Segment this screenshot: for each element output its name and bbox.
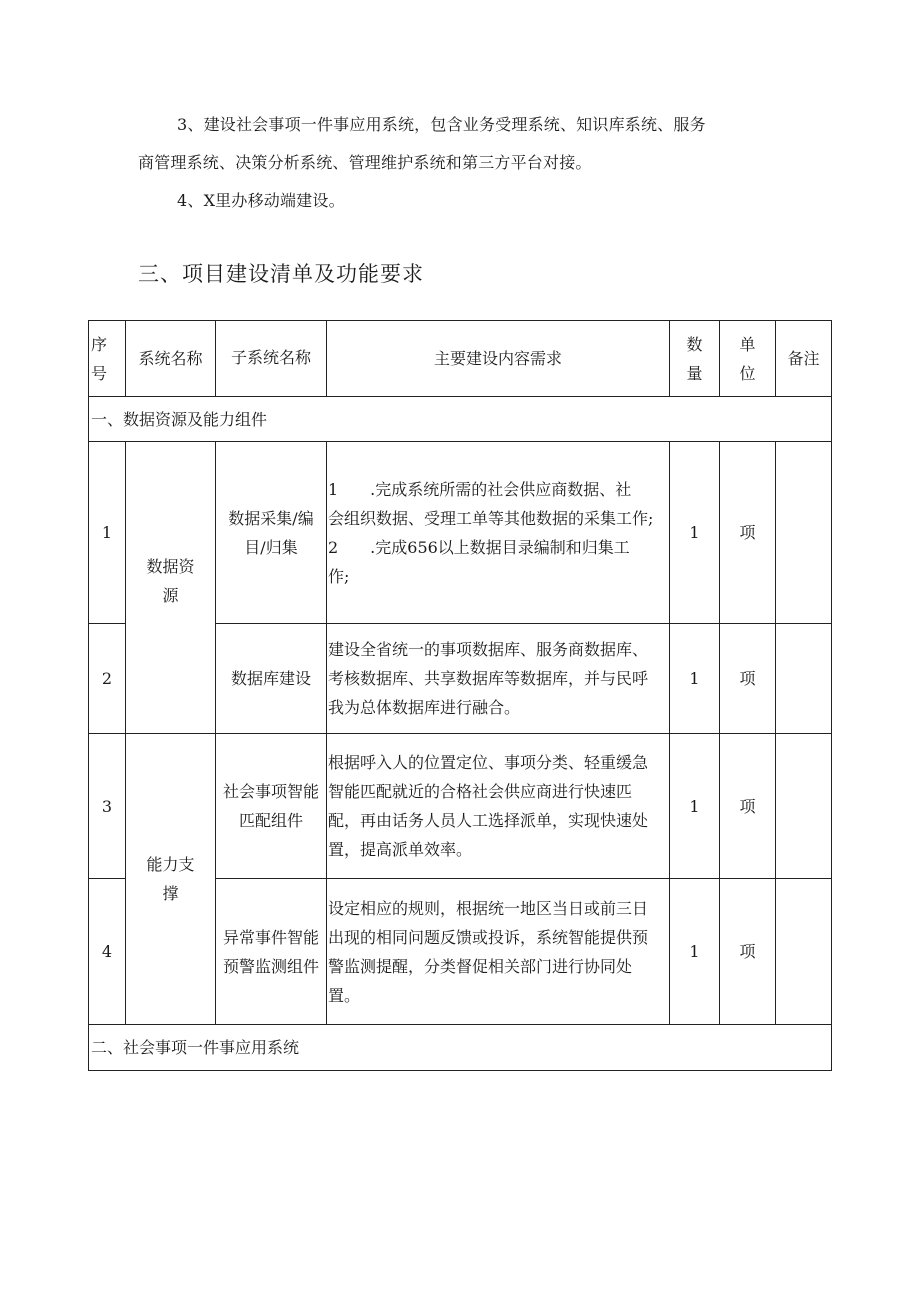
row-unit: 项 bbox=[720, 442, 776, 624]
row-subsystem: 社会事项智能 匹配组件 bbox=[216, 734, 327, 879]
row-remark bbox=[776, 879, 832, 1025]
row-seq: 4 bbox=[89, 879, 126, 1025]
group-name-data-resource: 数据资 源 bbox=[126, 442, 216, 734]
row-unit: 项 bbox=[720, 879, 776, 1025]
row-requirement: 1 .完成系统所需的社会供应商数据、社 会组织数据、受理工单等其他数据的采集工作; 2 .完成656以上数据目录编制和归集工 作; bbox=[327, 442, 670, 624]
row-requirement: 根据呼入人的位置定位、事项分类、轻重缓急 智能匹配就近的合格社会供应商进行快速匹 配，再由话务人员人工选择派单，实现快速处 置，提高派单效率。 bbox=[327, 734, 670, 879]
section-row-1 bbox=[89, 397, 832, 442]
header-qty: 数 量 bbox=[670, 321, 720, 397]
row-seq: 1 bbox=[89, 442, 126, 624]
item3-line2: 商管理系统、决策分析系统、管理维护系统和第三方平台对接。 bbox=[138, 153, 592, 172]
row-requirement: 建设全省统一的事项数据库、服务商数据库、 考核数据库、共享数据库等数据库，并与民呼 我为总体数据库进行融合。 bbox=[327, 624, 670, 734]
section-title-2: 二、社会事项一件事应用系统 bbox=[89, 1025, 832, 1071]
table-row bbox=[89, 442, 832, 624]
header-system: 系统名称 bbox=[126, 321, 216, 397]
row-remark bbox=[776, 734, 832, 879]
header-seq: 序 号 bbox=[89, 321, 126, 397]
header-requirement: 主要建设内容需求 bbox=[327, 321, 670, 397]
header-unit: 单 位 bbox=[720, 321, 776, 397]
row-remark bbox=[776, 624, 832, 734]
table-row bbox=[89, 734, 832, 879]
header-remark: 备注 bbox=[776, 321, 832, 397]
header-row bbox=[89, 321, 832, 397]
row-remark bbox=[776, 442, 832, 624]
row-qty: 1 bbox=[670, 734, 720, 879]
row-subsystem: 数据库建设 bbox=[216, 624, 327, 734]
row-subsystem: 异常事件智能 预警监测组件 bbox=[216, 879, 327, 1025]
section-heading: 三、项目建设清单及功能要求 bbox=[138, 262, 424, 286]
row-qty: 1 bbox=[670, 879, 720, 1025]
header-subsystem: 子系统名称 bbox=[216, 321, 327, 397]
section-title-1: 一、数据资源及能力组件 bbox=[89, 397, 832, 442]
row-requirement: 设定相应的规则，根据统一地区当日或前三日 出现的相同问题反馈或投诉，系统智能提供预 警监测提醒，分类督促相关部门进行协同处 置。 bbox=[327, 879, 670, 1025]
row-seq: 3 bbox=[89, 734, 126, 879]
row-seq: 2 bbox=[89, 624, 126, 734]
row-unit: 项 bbox=[720, 734, 776, 879]
row-unit: 项 bbox=[720, 624, 776, 734]
row-subsystem: 数据采集/编 目/归集 bbox=[216, 442, 327, 624]
row-qty: 1 bbox=[670, 624, 720, 734]
item4: 4、X里办移动端建设。 bbox=[177, 191, 345, 210]
group-name-capability: 能力支 撑 bbox=[126, 734, 216, 1025]
row-qty: 1 bbox=[670, 442, 720, 624]
construction-list-table bbox=[88, 320, 832, 1071]
section-row-2 bbox=[89, 1025, 832, 1071]
item3-line1: 3、建设社会事项一件事应用系统，包含业务受理系统、知识库系统、服务 bbox=[177, 115, 706, 134]
